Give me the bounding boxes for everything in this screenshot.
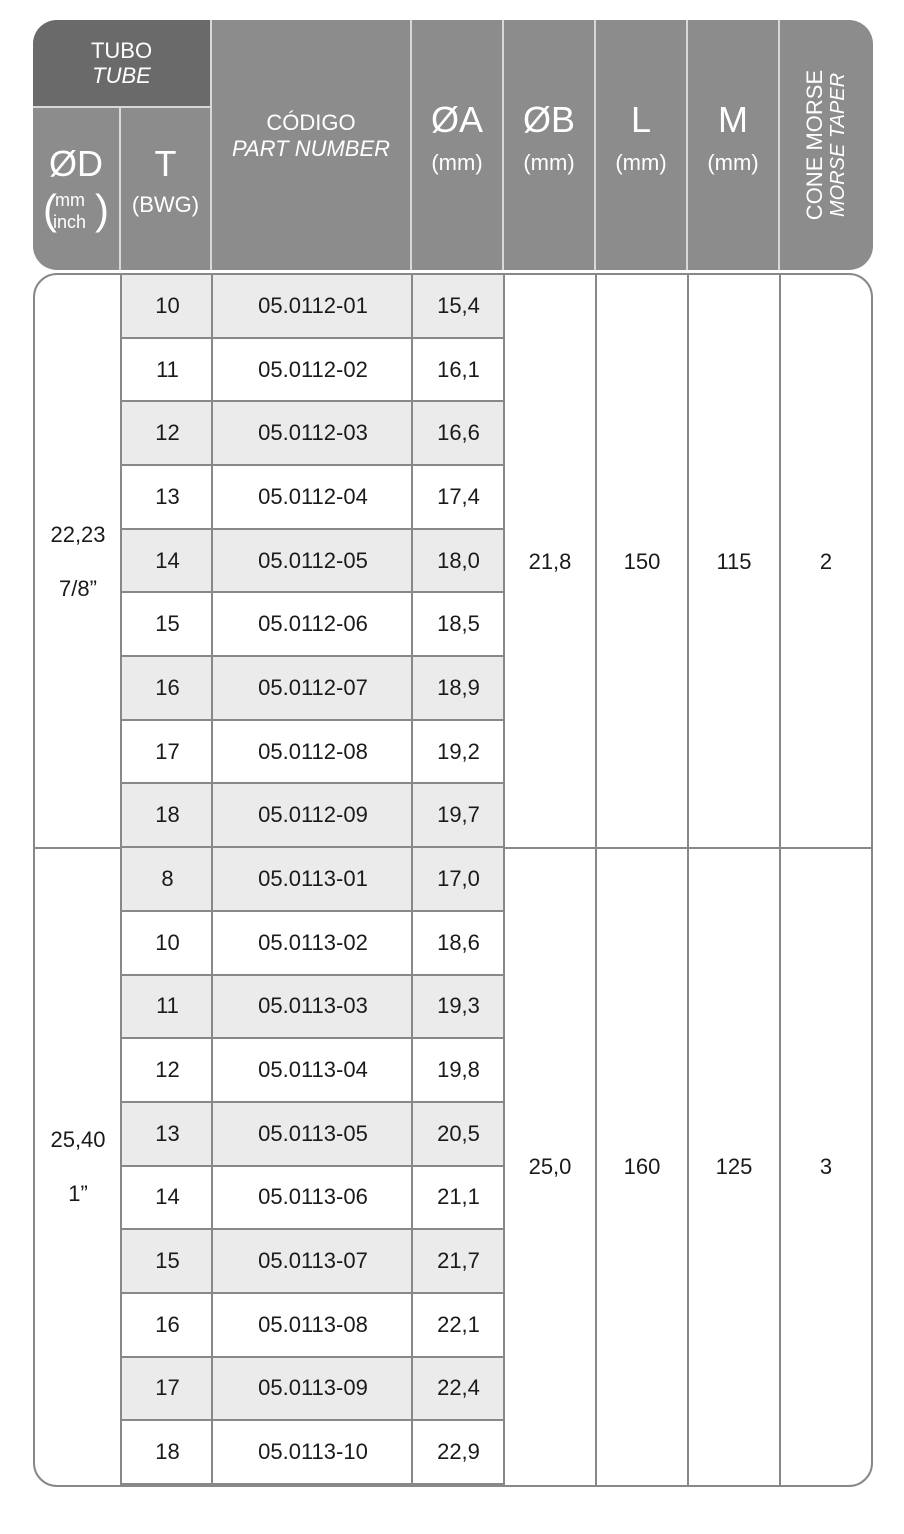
table-row — [122, 721, 504, 785]
cell-t: 13 — [155, 1120, 180, 1146]
cell-m: 115 — [716, 548, 752, 574]
cell-t: 8 — [161, 865, 174, 891]
header-b — [504, 20, 594, 270]
header-od-unit: ( mm inch ) — [43, 186, 109, 233]
table-row — [122, 976, 504, 1040]
cell-od-mm: 25,40 — [50, 1126, 106, 1152]
header-od-unit-inch: inch — [53, 212, 87, 232]
cell-t: 14 — [155, 1184, 180, 1210]
header-taper-en: MORSE TAPER — [827, 72, 849, 218]
header-m-symbol: M — [718, 99, 748, 140]
header-b-unit: (mm) — [523, 150, 575, 175]
cell-a: 21,7 — [437, 1248, 480, 1274]
cell-t: 16 — [155, 1311, 180, 1337]
table-row — [122, 1039, 504, 1103]
cell-a: 17,4 — [437, 483, 480, 509]
cell-a: 22,9 — [437, 1439, 480, 1465]
cell-code: 05.0112-03 — [258, 420, 368, 446]
header-m-unit: (mm) — [707, 150, 759, 175]
cell-t: 13 — [155, 483, 180, 509]
header-a-unit: (mm) — [431, 150, 483, 175]
table-row — [122, 275, 504, 339]
cell-a: 15,4 — [437, 292, 480, 318]
cell-l: 150 — [623, 548, 661, 574]
table-row — [122, 657, 504, 721]
cell-t: 18 — [155, 1439, 180, 1465]
header-od — [33, 108, 119, 270]
cell-code: 05.0112-09 — [258, 802, 368, 828]
cell-t: 11 — [156, 993, 179, 1019]
header-t — [121, 108, 210, 270]
cell-a: 19,8 — [437, 1057, 480, 1083]
cell-a: 17,0 — [437, 865, 480, 891]
cell-code: 05.0112-05 — [258, 547, 368, 573]
header-b-symbol: ØB — [522, 99, 575, 140]
cell-t: 14 — [155, 547, 180, 573]
cell-a: 21,1 — [437, 1184, 480, 1210]
header-a-symbol: ØA — [430, 99, 483, 140]
cell-a: 16,1 — [437, 356, 480, 382]
table-row — [122, 466, 504, 530]
cell-od-mm: 22,23 — [50, 521, 106, 547]
cell-a: 16,6 — [437, 420, 480, 446]
cell-t: 17 — [155, 1375, 180, 1401]
cell-t: 11 — [156, 356, 179, 382]
cell-a: 18,9 — [437, 674, 480, 700]
header-od-unit-mm: mm — [55, 190, 85, 210]
header-code-en: PART NUMBER — [231, 136, 391, 161]
table-row — [122, 1230, 504, 1294]
header-l — [596, 20, 686, 270]
cell-code: 05.0112-07 — [258, 674, 368, 700]
cell-code: 05.0113-06 — [258, 1184, 368, 1210]
cell-a: 19,7 — [437, 802, 480, 828]
cell-code: 05.0112-01 — [258, 292, 368, 318]
cell-code: 05.0113-10 — [258, 1439, 368, 1465]
cell-code: 05.0113-05 — [258, 1120, 368, 1146]
table-row — [122, 1103, 504, 1167]
cell-code: 05.0112-02 — [258, 356, 368, 382]
cell-code: 05.0112-06 — [258, 611, 368, 637]
column-divider — [595, 275, 597, 1485]
header-a — [412, 20, 502, 270]
table-row — [122, 1421, 504, 1485]
cell-t: 16 — [155, 674, 180, 700]
cell-a: 19,3 — [437, 993, 480, 1019]
table-row — [122, 402, 504, 466]
column-divider — [779, 275, 781, 1485]
cell-od-inch: 7/8” — [59, 575, 97, 601]
table-row — [122, 339, 504, 403]
cell-code: 05.0113-09 — [258, 1375, 368, 1401]
header-m — [688, 20, 778, 270]
cell-m: 125 — [715, 1153, 753, 1179]
table-row — [122, 848, 504, 912]
cell-l: 160 — [623, 1153, 661, 1179]
cell-code: 05.0112-08 — [258, 738, 368, 764]
header-od-symbol: ØD — [49, 143, 103, 184]
cell-code: 05.0113-07 — [258, 1248, 368, 1274]
cell-code: 05.0112-04 — [258, 483, 368, 509]
column-divider — [503, 275, 505, 1485]
cell-b: 25,0 — [528, 1153, 572, 1179]
header-tube-pt: TUBO — [90, 38, 153, 63]
cell-t: 15 — [155, 1248, 180, 1274]
column-divider — [687, 275, 689, 1485]
cell-b: 21,8 — [528, 548, 572, 574]
cell-a: 18,6 — [437, 929, 480, 955]
cell-od — [35, 1113, 121, 1221]
cell-t: 10 — [155, 292, 180, 318]
cell-t: 18 — [155, 802, 180, 828]
table-row — [122, 1358, 504, 1422]
cell-code: 05.0113-08 — [258, 1311, 368, 1337]
header-l-unit: (mm) — [615, 150, 667, 175]
table-body — [33, 273, 873, 1487]
table-header — [33, 20, 873, 270]
cell-a: 18,5 — [437, 611, 480, 637]
cell-code: 05.0113-02 — [258, 929, 368, 955]
header-t-symbol: T — [154, 143, 177, 184]
table-row — [122, 784, 504, 848]
table-row — [122, 1167, 504, 1231]
cell-t: 12 — [155, 420, 180, 446]
header-t-unit: (BWG) — [131, 192, 200, 217]
cell-t: 17 — [155, 738, 180, 764]
table-row — [122, 1294, 504, 1358]
cell-od — [35, 508, 121, 616]
header-code — [212, 20, 410, 270]
cell-code: 05.0113-04 — [258, 1057, 368, 1083]
column-divider — [120, 275, 122, 1485]
cell-a: 20,5 — [437, 1120, 480, 1146]
cell-a: 18,0 — [437, 547, 480, 573]
header-l-symbol: L — [630, 99, 652, 140]
header-tube-en: TUBE — [92, 63, 151, 88]
cell-code: 05.0113-01 — [258, 865, 368, 891]
cell-code: 05.0113-03 — [258, 993, 368, 1019]
table-row — [122, 593, 504, 657]
cell-t: 12 — [155, 1057, 180, 1083]
header-code-pt: CÓDIGO — [266, 110, 356, 135]
cell-od-inch: 1” — [68, 1180, 88, 1206]
cell-taper: 2 — [819, 548, 833, 574]
header-taper-pt: CONE MORSE — [802, 69, 827, 221]
column-divider — [411, 275, 413, 1485]
cell-t: 10 — [155, 929, 180, 955]
cell-a: 22,4 — [437, 1375, 480, 1401]
cell-t: 15 — [155, 611, 180, 637]
column-divider — [211, 275, 213, 1485]
table-row — [122, 530, 504, 594]
cell-a: 19,2 — [437, 738, 480, 764]
table-row — [122, 912, 504, 976]
cell-taper: 3 — [819, 1153, 833, 1179]
cell-a: 22,1 — [437, 1311, 480, 1337]
header-taper — [780, 20, 873, 270]
header-tube-cell — [33, 20, 210, 106]
